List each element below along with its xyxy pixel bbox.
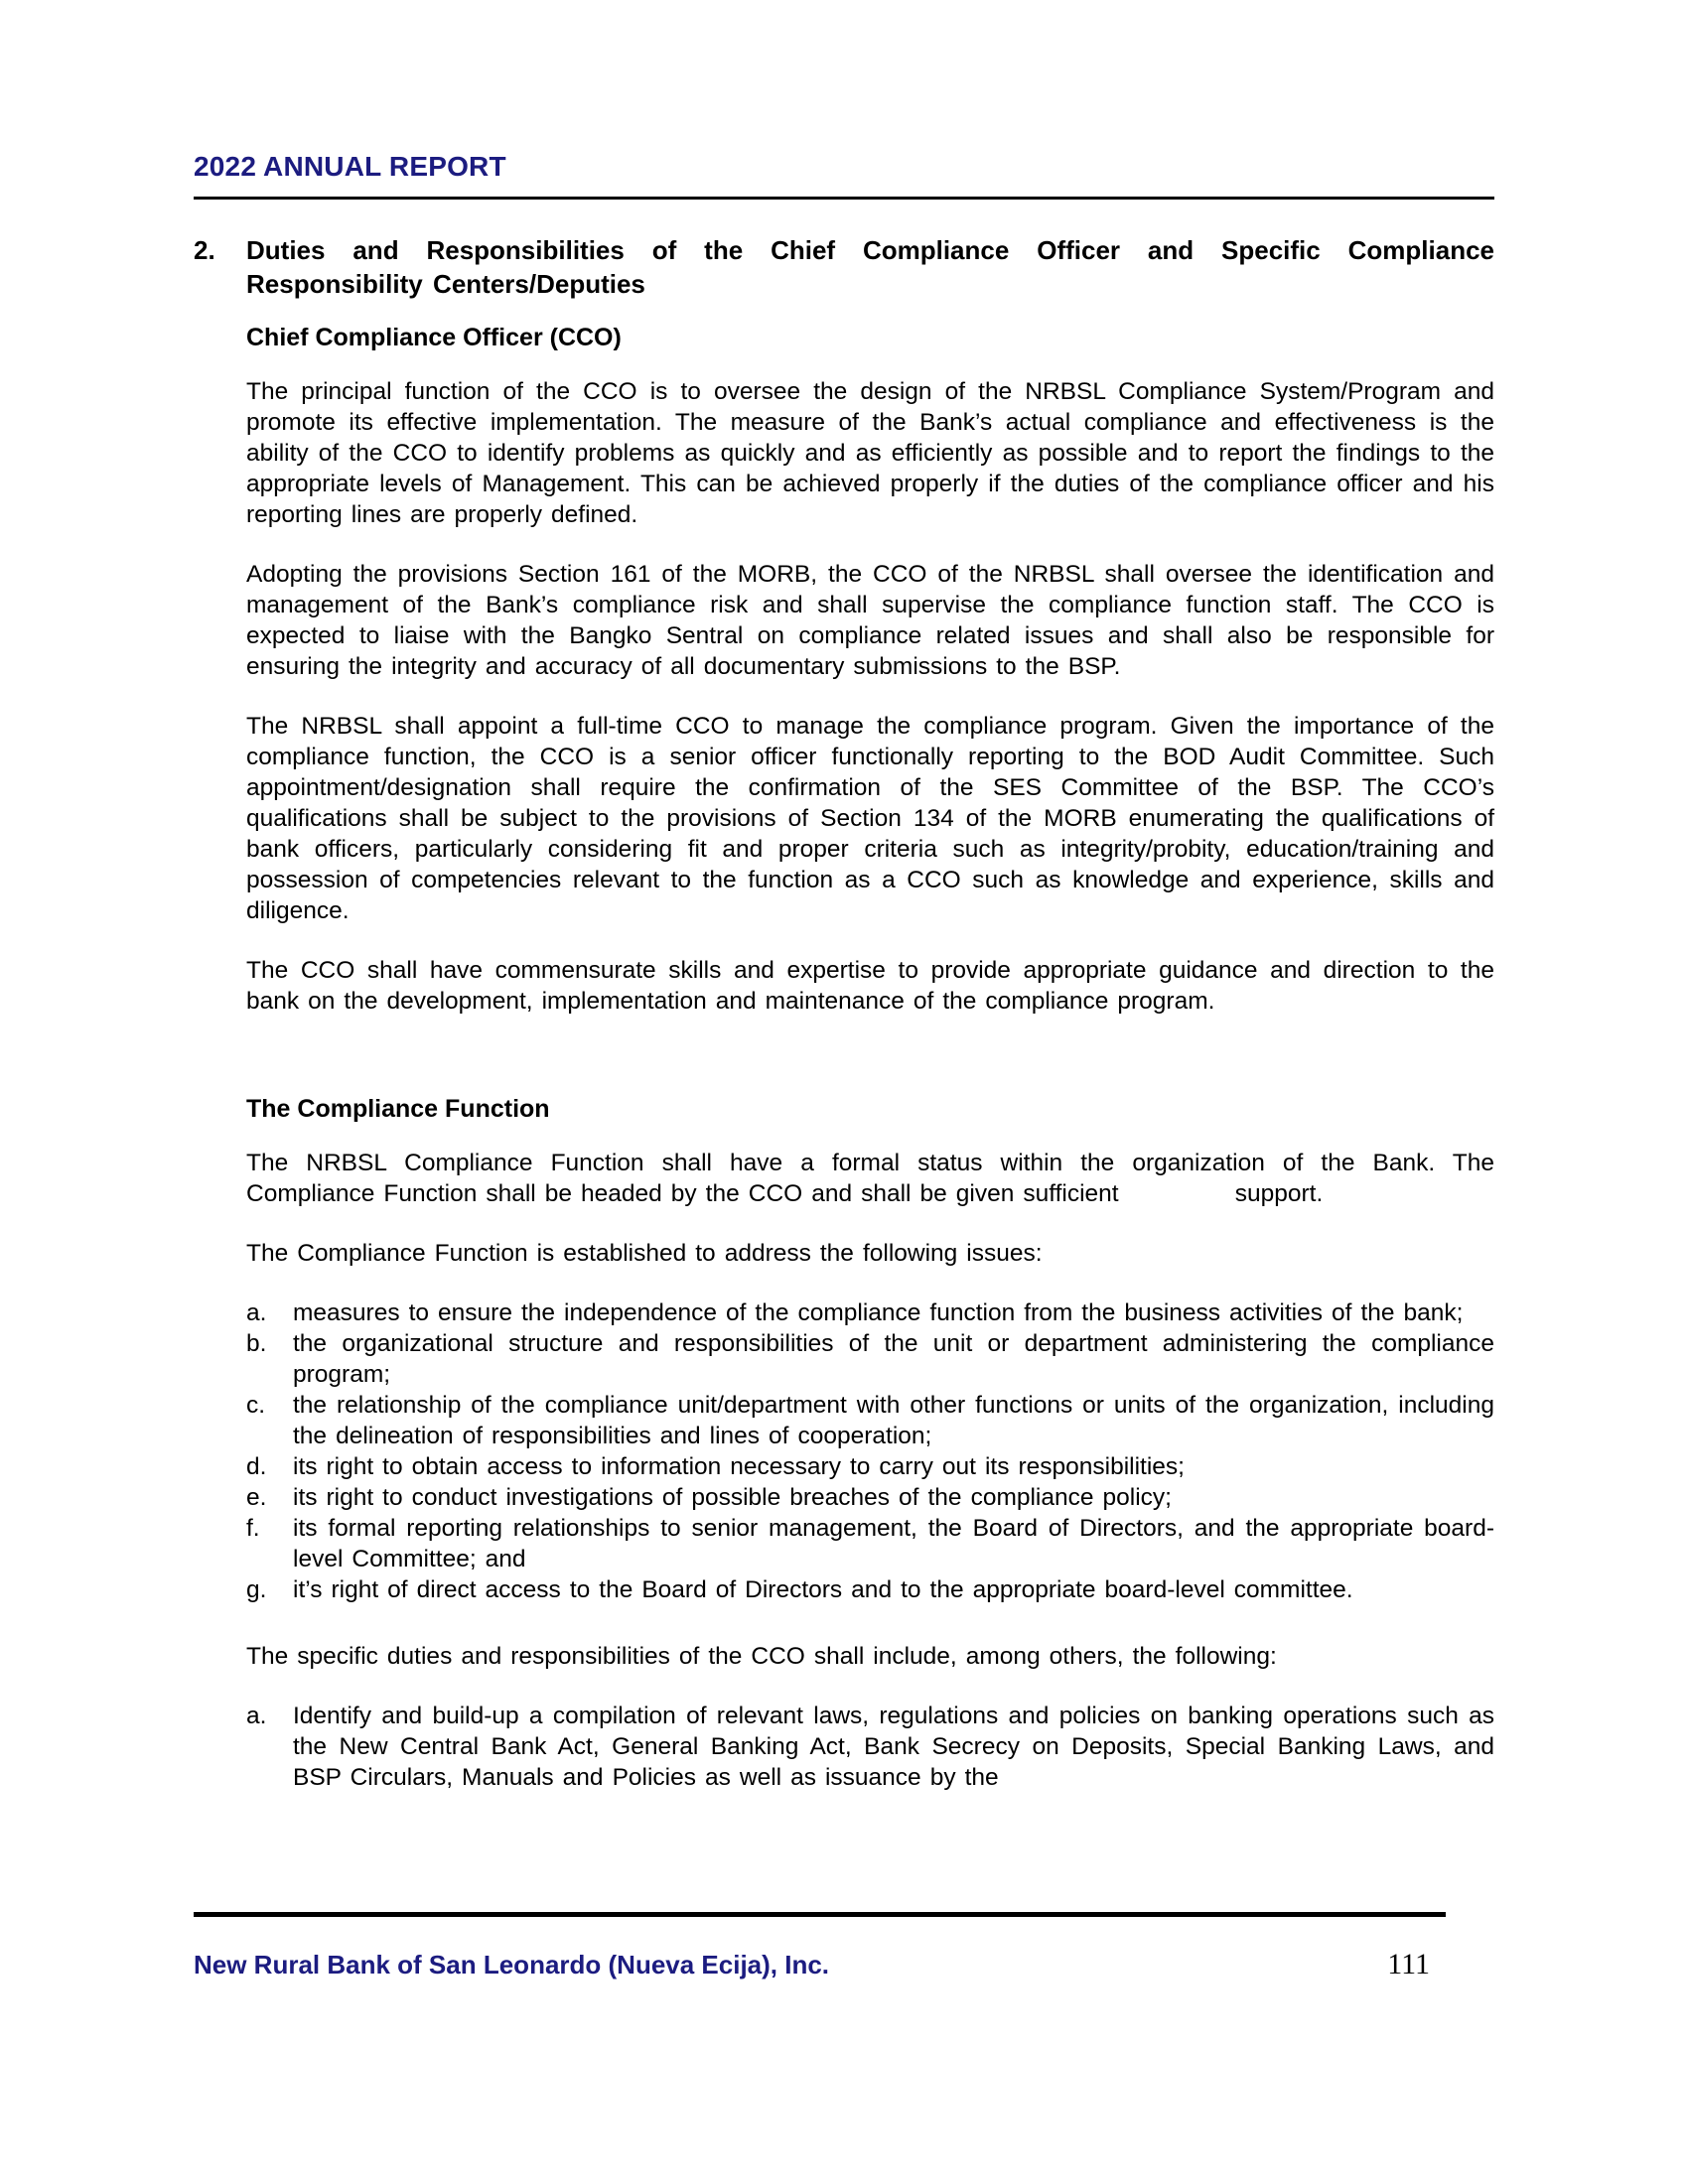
list-item-text: it’s right of direct access to the Board of Directors and to the appropriate board-level committee. <box>293 1576 1353 1603</box>
footer-divider <box>194 1912 1446 1917</box>
list-marker: f. <box>246 1515 260 1542</box>
duties-list <box>246 1701 1494 1793</box>
list-item <box>246 1513 1494 1574</box>
header-divider <box>194 197 1494 200</box>
list-item-text: its formal reporting relationships to senior management, the Board of Directors, and the appropriate board-level Committee; and <box>293 1515 1494 1572</box>
page-content <box>194 0 1494 1793</box>
list-item <box>246 1451 1494 1482</box>
list-item <box>246 1390 1494 1451</box>
section-heading <box>194 233 1494 301</box>
list-item <box>246 1297 1494 1328</box>
list-marker: b. <box>246 1330 267 1357</box>
list-item-text: measures to ensure the independence of the compliance function from the business activities of the bank; <box>293 1299 1464 1326</box>
list-item <box>246 1482 1494 1513</box>
list-item <box>246 1701 1494 1793</box>
footer-bank-name: New Rural Bank of San Leonardo (Nueva Ecija), Inc. <box>194 1950 830 1979</box>
footer-page-number: 111 <box>1387 1948 1430 1980</box>
page-footer <box>194 1949 1494 1980</box>
cco-heading: Chief Compliance Officer (CCO) <box>246 324 622 351</box>
paragraph-cco-4: The CCO shall have commensurate skills and expertise to provide appropriate guidance and direction to the bank on the development, implementation and maintenance of the compliance program. <box>246 957 1494 1015</box>
list-item-text: its right to conduct investigations of possible breaches of the compliance policy; <box>293 1484 1172 1511</box>
list-item <box>246 1574 1494 1605</box>
paragraph-duties-intro: The specific duties and responsibilities of the CCO shall include, among others, the following: <box>246 1643 1277 1670</box>
list-item-text: its right to obtain access to information necessary to carry out its responsibilities; <box>293 1453 1185 1480</box>
list-marker: g. <box>246 1576 267 1603</box>
paragraph-cco-3: The NRBSL shall appoint a full-time CCO to manage the compliance program. Given the importance of the compliance function, the CCO is a senior officer functionally reporting to the BOD Audit Committee. Such appointment/designation shall require the confirmation of the SES Committee of the BSP. The CCO’s qualifications shall be subject to the provisions of Section 134 of the MORB enumerating the qualifications of bank officers, particularly considering fit and proper criteria such as integrity/probity, education/training and possession of competencies relevant to the function as a CCO such as knowledge and experience, skills and diligence. <box>246 713 1494 924</box>
list-marker: a. <box>246 1299 267 1326</box>
list-item-text: Identify and build-up a compilation of relevant laws, regulations and policies on banking operations such as the New Central Bank Act, General Banking Act, Bank Secrecy on Deposits, Special Banking Laws, and BSP Circulars, Manuals and Policies as well as issuance by the <box>293 1703 1494 1791</box>
list-marker: a. <box>246 1703 267 1729</box>
section-number: 2. <box>194 235 215 265</box>
report-header-title: 2022 ANNUAL REPORT <box>194 151 506 182</box>
list-item-text: the organizational structure and responsibilities of the unit or department administering the compliance program; <box>293 1330 1494 1388</box>
paragraph-issues-intro: The Compliance Function is established to address the following issues: <box>246 1240 1043 1267</box>
compliance-function-heading: The Compliance Function <box>246 1095 550 1123</box>
list-marker: d. <box>246 1453 267 1480</box>
paragraph-cco-2: Adopting the provisions Section 161 of the MORB, the CCO of the NRBSL shall oversee the identification and management of the Bank’s compliance risk and shall supervise the compliance function staff. The CCO is expected to liaise with the Bangko Sentral on compliance related issues and shall also be responsible for ensuring the integrity and accuracy of all documentary submissions to the BSP. <box>246 561 1494 680</box>
issues-list <box>246 1297 1494 1605</box>
list-marker: c. <box>246 1392 266 1419</box>
list-item-text: the relationship of the compliance unit/department with other functions or units of the organization, including the delineation of responsibilities and lines of cooperation; <box>293 1392 1494 1449</box>
list-item <box>246 1328 1494 1390</box>
paragraph-cf-intro: The NRBSL Compliance Function shall have a formal status within the organization of the Bank. The Compliance Function shall be headed by the CCO and shall be given sufficient support. <box>246 1150 1494 1207</box>
list-marker: e. <box>246 1484 267 1511</box>
section-title: Duties and Responsibilities of the Chief Compliance Officer and Specific Compliance Responsibility Centers/Deputies <box>246 235 1494 299</box>
paragraph-cco-1: The principal function of the CCO is to oversee the design of the NRBSL Compliance System/Program and promote its effective implementation. The measure of the Bank’s actual compliance and effectiveness is the ability of the CCO to identify problems as quickly and as efficiently as possible and to report the findings to the appropriate levels of Management. This can be achieved properly if the duties of the compliance officer and his reporting lines are properly defined. <box>246 378 1494 528</box>
